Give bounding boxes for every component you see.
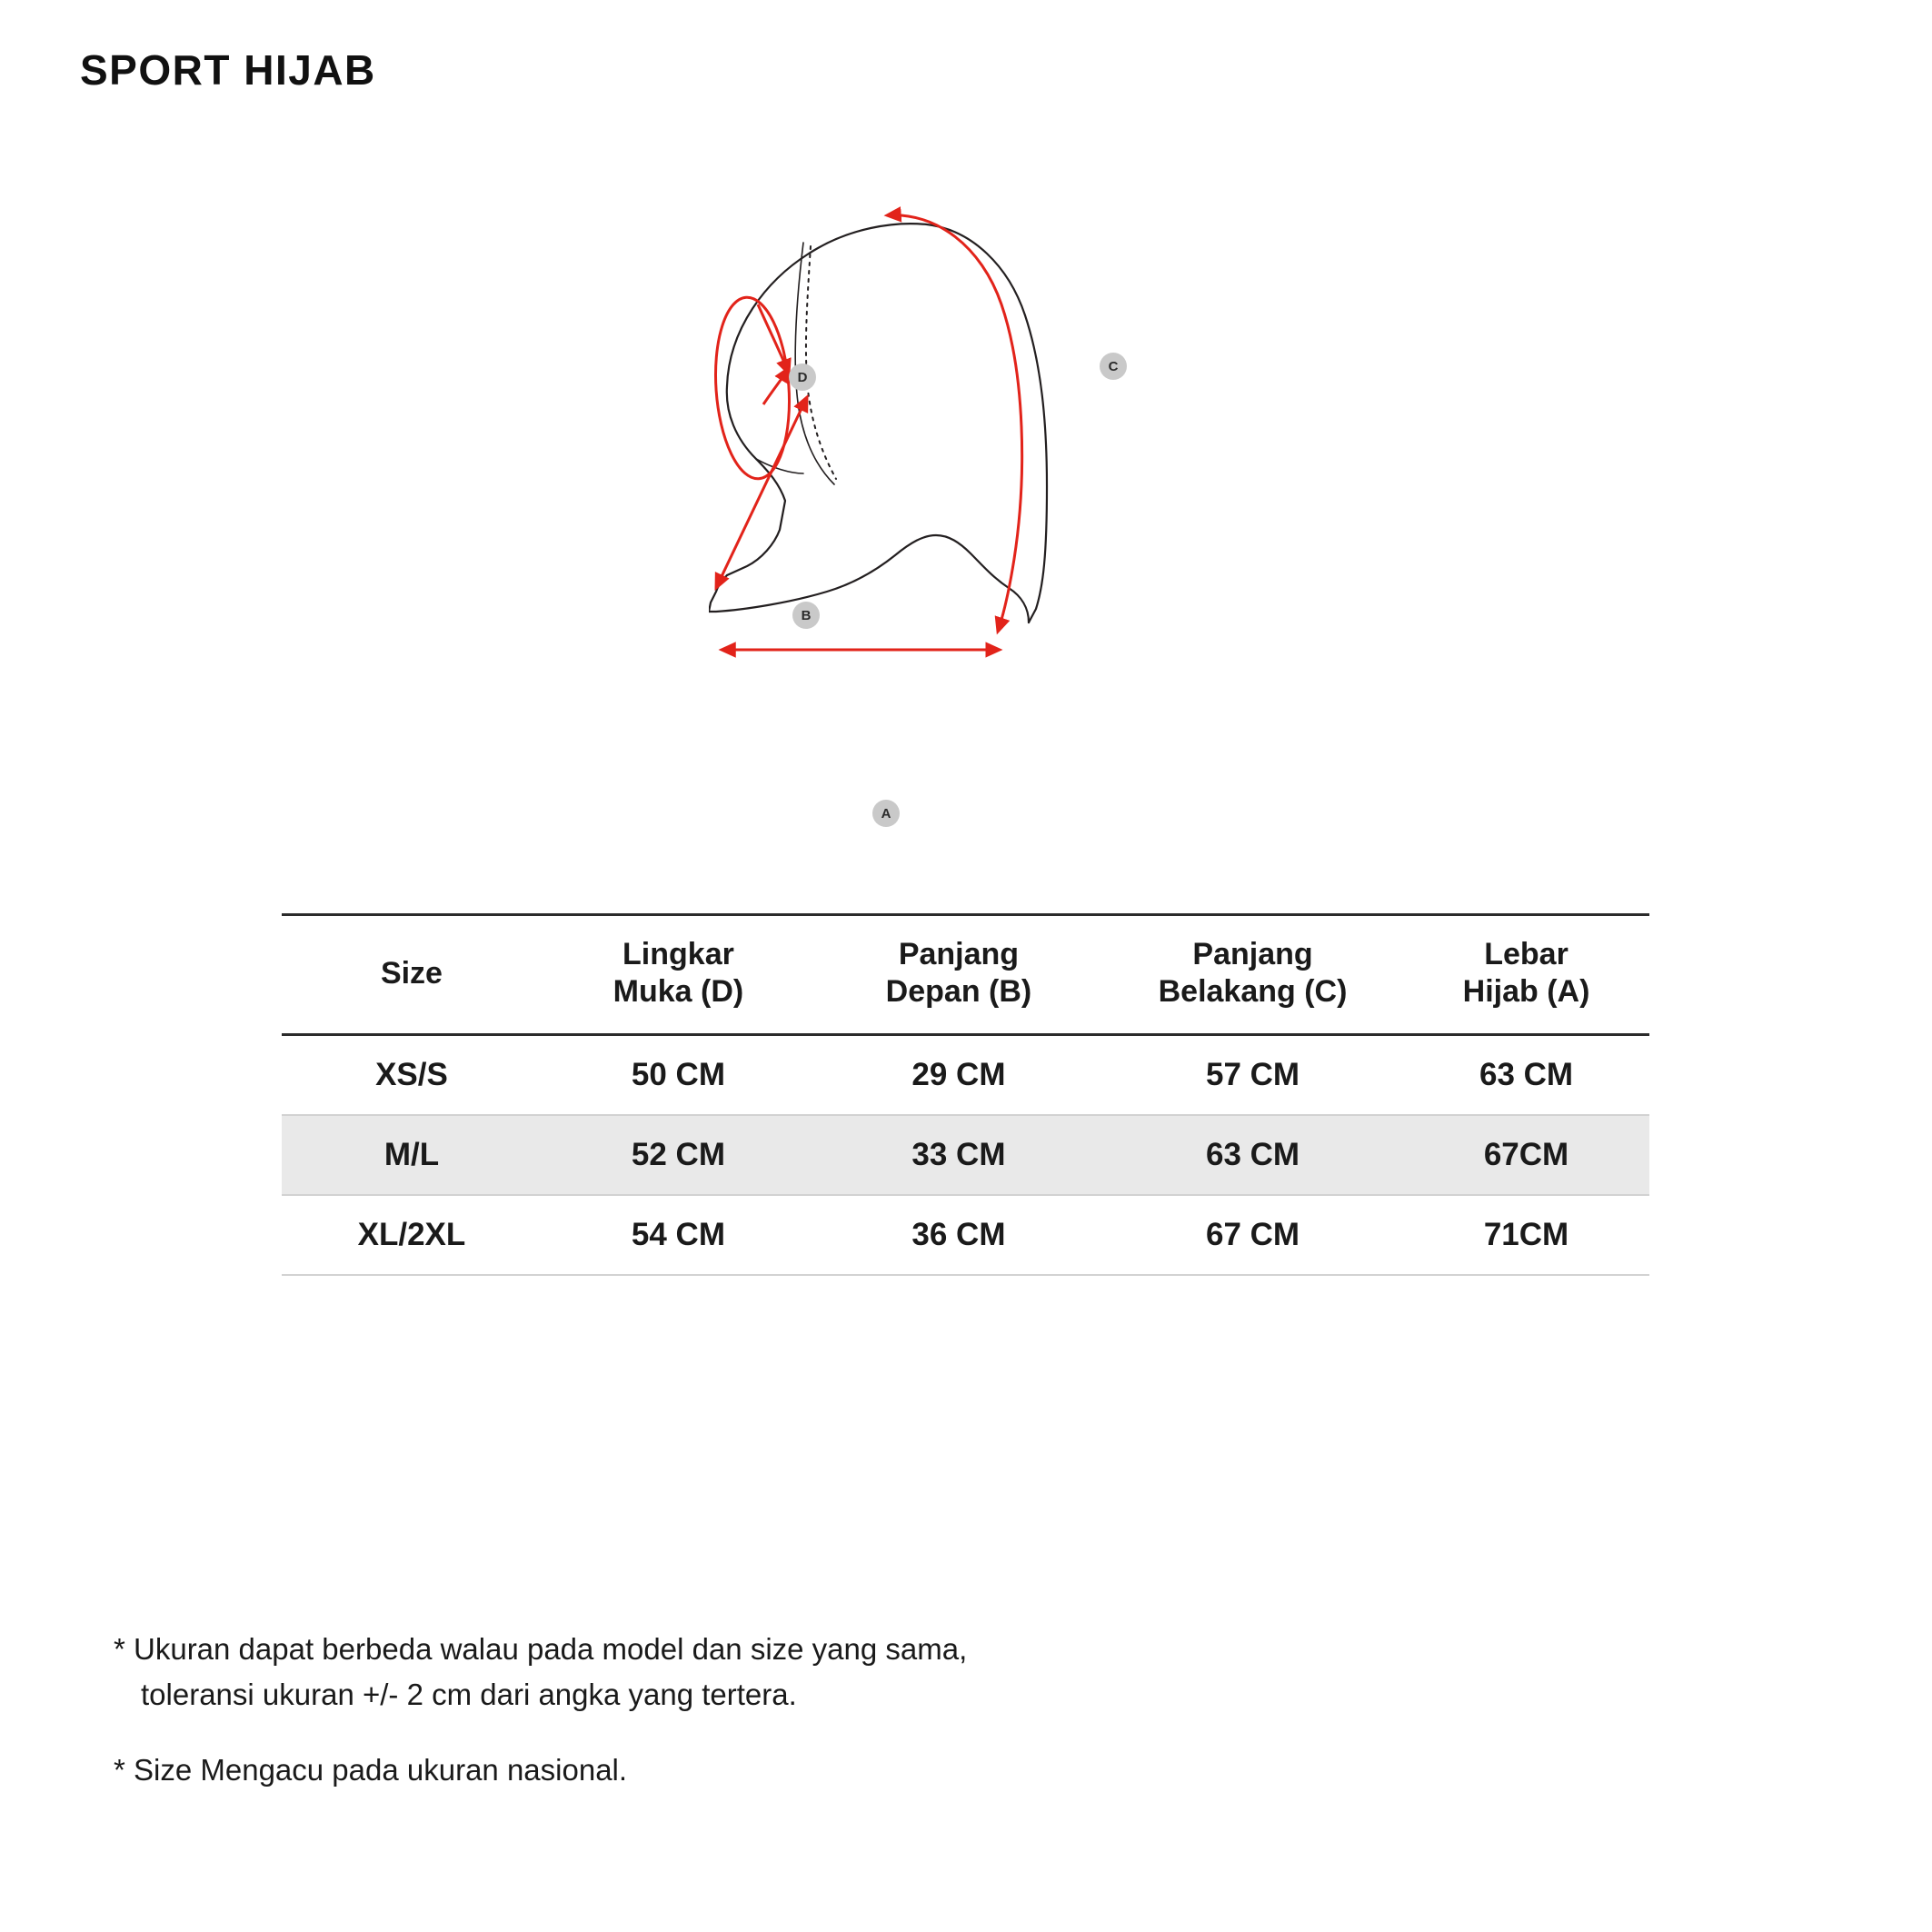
- column-header-panjang-belakang-line2: Belakang (C): [1158, 974, 1348, 1010]
- cell-panjang-belakang: 57 CM: [1205, 1056, 1300, 1092]
- column-header-panjang-belakang-line1: Panjang: [1192, 937, 1313, 971]
- page-title: SPORT HIJAB: [80, 46, 376, 94]
- column-header-lebar-hijab-line1: Lebar: [1484, 937, 1569, 971]
- diagram-label-b: B: [792, 602, 820, 629]
- cell-lingkar-muka: 50 CM: [631, 1056, 725, 1092]
- size-chart-table: [282, 913, 1649, 1276]
- cell-lebar-hijab: 71CM: [1483, 1216, 1569, 1252]
- column-header-panjang-depan: [815, 915, 1102, 1035]
- cell-size: M/L: [383, 1136, 440, 1172]
- cell-size: XS/S: [375, 1056, 448, 1092]
- diagram-label-d: D: [789, 363, 816, 391]
- table-header-row: [282, 915, 1649, 1035]
- hijab-measurement-diagram: [709, 195, 1218, 850]
- column-header-panjang-belakang: [1102, 915, 1403, 1035]
- diagram-label-c: C: [1100, 353, 1127, 380]
- table-header: [282, 915, 1649, 1035]
- column-header-size: [282, 915, 542, 1035]
- note-national-size: * Size Mengacu pada ukuran nasional.: [114, 1753, 628, 1787]
- table-body: [282, 1034, 1649, 1275]
- table-row: [282, 1034, 1649, 1115]
- note-tolerance-line2: toleransi ukuran +/- 2 cm dari angka yang tertera.: [141, 1677, 797, 1711]
- cell-panjang-depan: 33 CM: [911, 1136, 1006, 1172]
- cell-panjang-belakang: 67 CM: [1205, 1216, 1300, 1252]
- cell-lingkar-muka: 52 CM: [631, 1136, 725, 1172]
- column-header-lingkar-muka-line1: Lingkar: [622, 937, 734, 971]
- column-header-panjang-depan-line2: Depan (B): [885, 974, 1032, 1010]
- column-header-lebar-hijab-line2: Hijab (A): [1462, 974, 1590, 1010]
- cell-lebar-hijab: 63 CM: [1479, 1056, 1574, 1092]
- column-header-lebar-hijab: [1403, 915, 1649, 1035]
- cell-size: XL/2XL: [357, 1216, 466, 1252]
- column-header-size-line1: Size: [380, 955, 443, 991]
- cell-panjang-depan: 29 CM: [911, 1056, 1006, 1092]
- cell-lingkar-muka: 54 CM: [631, 1216, 725, 1252]
- cell-panjang-depan: 36 CM: [911, 1216, 1006, 1252]
- table-row: [282, 1115, 1649, 1195]
- table-row: [282, 1195, 1649, 1275]
- diagram-label-a: A: [872, 800, 900, 827]
- notes-section: [114, 1627, 1477, 1793]
- cell-panjang-belakang: 63 CM: [1205, 1136, 1300, 1172]
- note-tolerance: [114, 1627, 1477, 1717]
- note-tolerance-line1: * Ukuran dapat berbeda walau pada model dan size yang sama,: [114, 1632, 968, 1666]
- cell-lebar-hijab: 67CM: [1483, 1136, 1569, 1172]
- column-header-lingkar-muka: [542, 915, 815, 1035]
- column-header-lingkar-muka-line2: Muka (D): [612, 974, 744, 1010]
- column-header-panjang-depan-line1: Panjang: [898, 937, 1020, 971]
